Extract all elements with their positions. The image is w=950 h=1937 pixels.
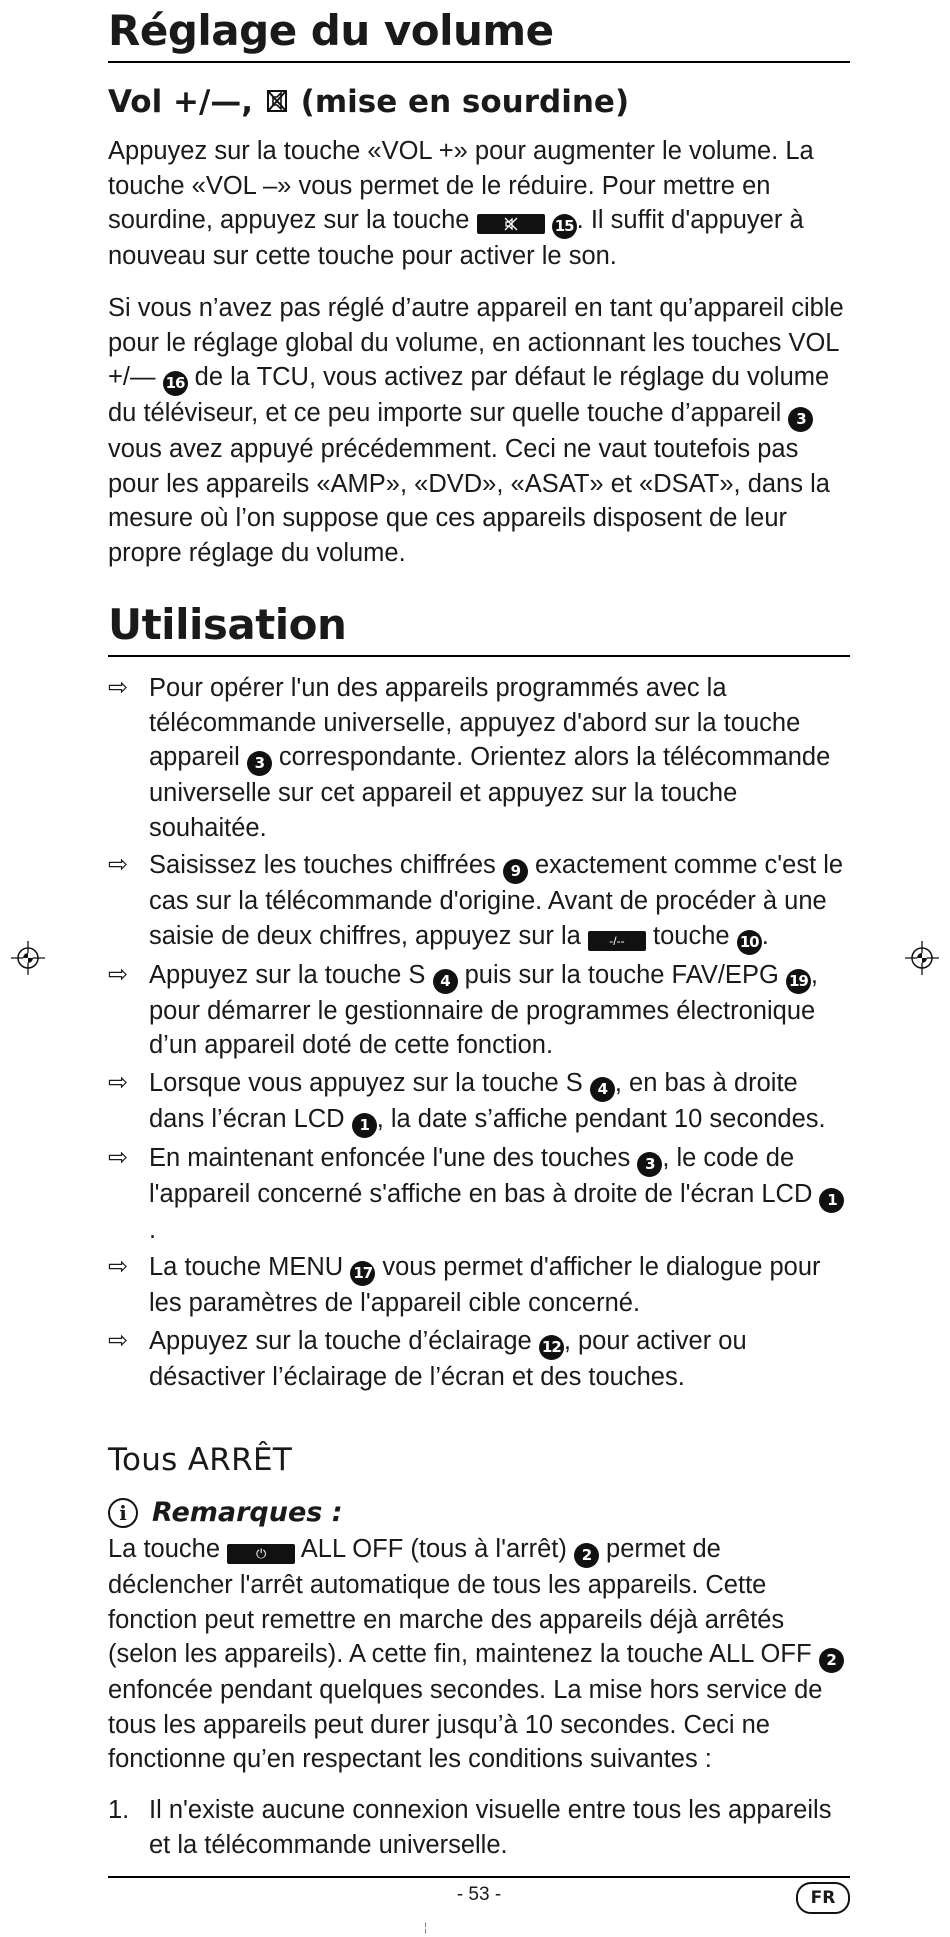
callout-number: 2 xyxy=(819,1648,844,1673)
arrow-right-icon: ⇨ xyxy=(108,1143,129,1171)
arrow-right-icon: ⇨ xyxy=(108,1253,129,1280)
volume-paragraph-2: Si vous n’avez pas réglé d’autre appareil en tant qu’appareil cible pour le réglage global du volume, en actionnant les touches VOL +/— 16 de la TCU, vous activez par défaut le réglage du volume du téléviseur, et ce peu importe sur quelle touche d’appareil 3 vous avez appuyé précédemment. Ceci ne vaut toutefois pas pour les appareils «AMP», «DVD», «ASAT» et «DSAT», dans la mesure où l’on suppose que ces appareils disposent de leur propre réglage du volume. xyxy=(108,294,844,567)
callout-number: 17 xyxy=(350,1261,375,1286)
arrow-right-icon: ⇨ xyxy=(108,1068,129,1096)
page-footer xyxy=(108,1876,850,1908)
list-item: ⇨ La touche MENU 17 vous permet d'afficher le dialogue pour les paramètres de l'appareil cible concerné. xyxy=(108,1250,850,1321)
utilisation-list xyxy=(108,671,850,1397)
callout-number: 3 xyxy=(247,751,272,776)
list-item: ⇨ Appuyez sur la touche S 4 puis sur la touche FAV/EPG 19 , pour démarrer le gestionnaire de programmes électronique d’un appareil doté de cette fonction. xyxy=(108,958,850,1063)
callout-number: 19 xyxy=(786,969,811,994)
note-label: Remarques : xyxy=(152,1497,343,1528)
list-item: 1. Il n'existe aucune connexion visuelle entre tous les appareils et la télécommande universelle. xyxy=(108,1796,832,1859)
callout-number: 10 xyxy=(737,930,762,955)
arrow-right-icon: ⇨ xyxy=(108,960,129,988)
section-title-utilisation: Utilisation xyxy=(108,600,347,649)
all-off-paragraph: La touche ⏻ ALL OFF (tous à l'arrêt) 2 permet de déclencher l'arrêt automatique de tous les appareils. Cette fonction peut remettre en marche des appareils déjà arrêtés (selon les appareils). A cette fin, maintenez la touche ALL OFF 2 enfoncée pendant quelques secondes. La mise hors service de tous les appareils peut durer jusqu’à 10 secondes. Ceci ne fonctionne qu’en respectant les conditions suivantes : xyxy=(108,1532,850,1777)
section-utilisation xyxy=(108,600,850,657)
registration-mark-icon xyxy=(11,941,45,975)
section-all-off xyxy=(108,1442,850,1478)
section-volume xyxy=(108,6,850,63)
mute-icon xyxy=(264,86,290,122)
callout-number: 15 xyxy=(552,214,577,239)
subtitle-vol-mute: Vol +/—, (mise en sourdine) xyxy=(108,84,630,120)
subsection-vol xyxy=(108,84,850,122)
list-item: ⇨ Lorsque vous appuyez sur la touche S 4 , en bas à droite dans l’écran LCD 1 , la date s’affiche pendant 10 secondes. xyxy=(108,1066,850,1138)
callout-number: 3 xyxy=(788,407,813,432)
registration-mark-icon xyxy=(905,941,939,975)
power-key-icon: ⏻ xyxy=(227,1544,295,1564)
list-item: ⇨ En maintenant enfoncée l'une des touches 3 , le code de l'appareil concerné s'affiche en bas à droite de l'écran LCD 1. xyxy=(108,1141,850,1248)
section-title-volume: Réglage du volume xyxy=(108,6,554,55)
note-heading xyxy=(108,1497,850,1528)
callout-number: 1 xyxy=(352,1113,377,1138)
title-rule xyxy=(108,655,850,657)
page-number: - 53 - xyxy=(456,1884,502,1905)
arrow-right-icon: ⇨ xyxy=(108,674,129,701)
callout-number: 1 xyxy=(819,1188,844,1213)
info-icon: i xyxy=(108,1498,138,1528)
callout-number: 2 xyxy=(574,1543,599,1568)
section-title-all-off: Tous ARRÊT xyxy=(108,1442,293,1478)
list-item: ⇨ Saisissez les touches chiffrées 9 exactement comme c'est le cas sur la télécommande d'origine. Avant de procéder à une saisie de deux chiffres, appuyez sur la -/-- touche 10 . xyxy=(108,848,850,955)
callout-number: 4 xyxy=(433,969,458,994)
callout-number: 12 xyxy=(539,1335,564,1360)
callout-number: 3 xyxy=(637,1152,662,1177)
mute-key-icon xyxy=(477,214,545,234)
list-item: ⇨ Appuyez sur la touche d’éclairage 12 , pour activer ou désactiver l’éclairage de l’écran et des touches. xyxy=(108,1324,850,1395)
list-item: ⇨ Pour opérer l'un des appareils programmés avec la télécommande universelle, appuyez d'abord sur la touche appareil 3 correspondante. Orientez alors la télécommande universelle sur cet appareil et appuyez sur la touche souhaitée. xyxy=(108,671,850,845)
arrow-right-icon: ⇨ xyxy=(108,851,129,878)
callout-number: 4 xyxy=(590,1077,615,1102)
footer-rule xyxy=(108,1876,850,1878)
arrow-right-icon: ⇨ xyxy=(108,1326,129,1354)
callout-number: 9 xyxy=(503,859,528,884)
dash-key-icon: -/-- xyxy=(588,931,646,951)
volume-paragraph-1: Appuyez sur la touche «VOL +» pour augmenter le volume. La touche «VOL –» vous permet de le réduire. Pour mettre en sourdine, appuyez sur la touche 15 . Il suffit d'appuyer à nouveau sur cette touche pour activer le son. xyxy=(108,137,814,270)
title-rule xyxy=(108,61,850,63)
conditions-list xyxy=(108,1793,850,1862)
language-badge: FR xyxy=(796,1882,850,1914)
callout-number: 16 xyxy=(163,371,188,396)
crop-tick: ¦ xyxy=(424,1920,428,1934)
